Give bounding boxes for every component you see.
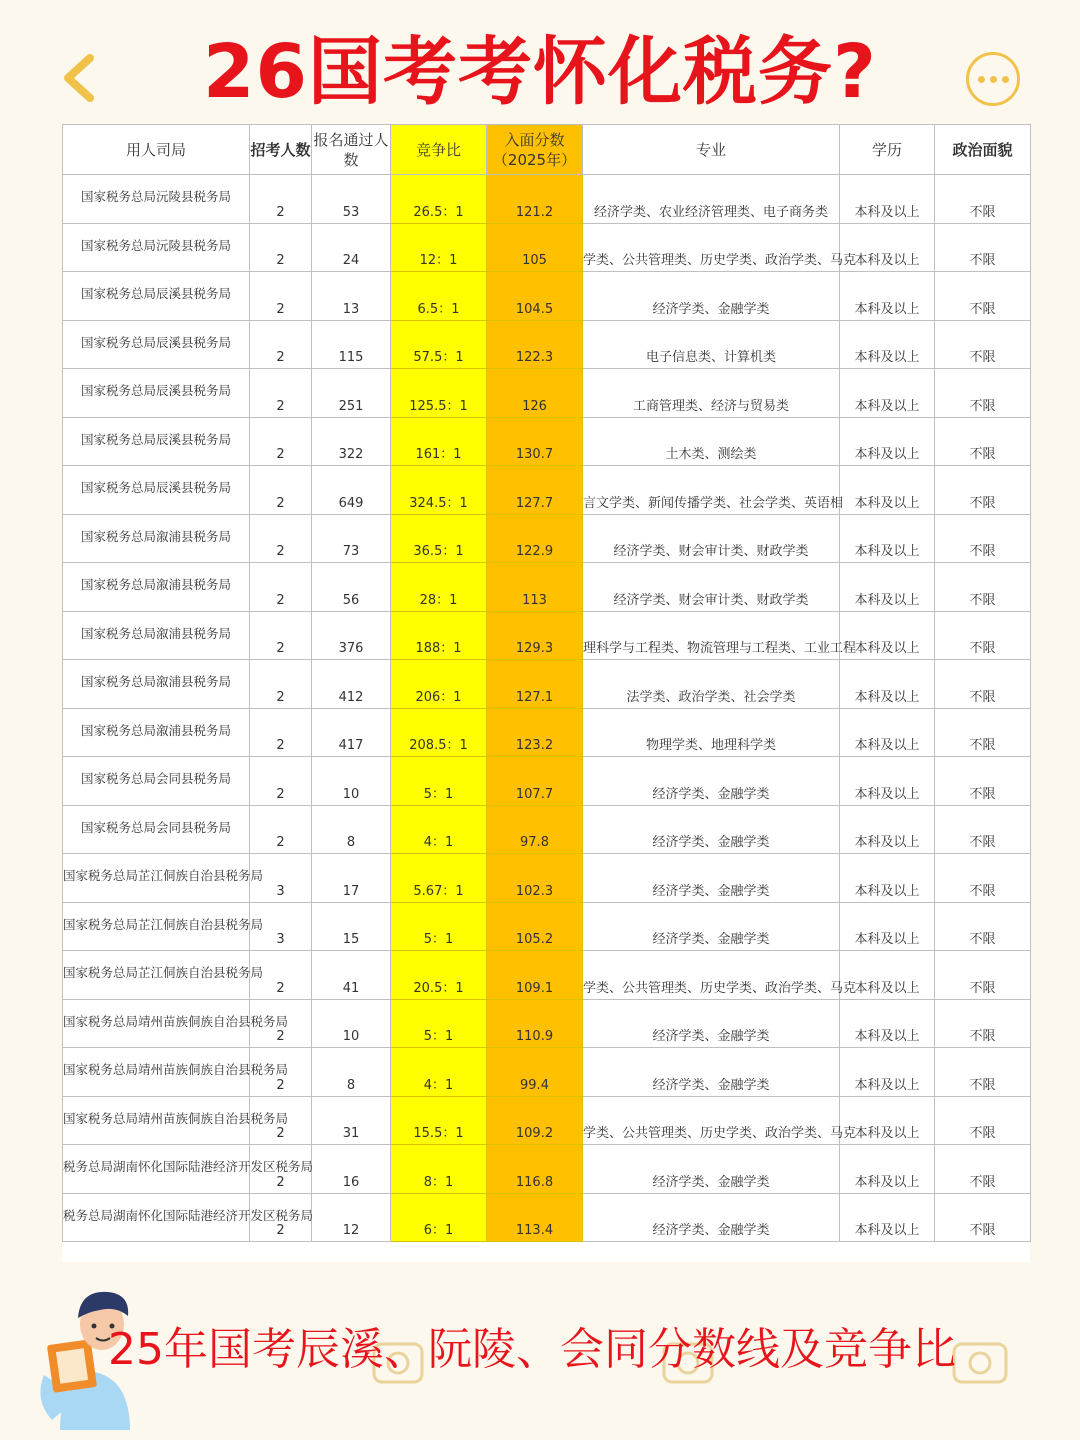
cell-score: 104.5 xyxy=(487,272,583,321)
cell-education: 本科及以上 xyxy=(840,757,935,806)
cell-education: 本科及以上 xyxy=(840,417,935,466)
cell-ratio: 26.5：1 xyxy=(391,175,487,224)
header-bureau: 用人司局 xyxy=(63,125,250,175)
cell-recruit: 2 xyxy=(250,223,312,272)
cell-ratio: 4：1 xyxy=(391,1048,487,1097)
cell-education: 本科及以上 xyxy=(840,951,935,1000)
cell-applicants: 115 xyxy=(312,320,391,369)
table-header-row xyxy=(63,125,1031,175)
cell-major: 经济学类、财会审计类、财政学类 xyxy=(583,563,840,612)
cell-applicants: 15 xyxy=(312,902,391,951)
cell-bureau: 国家税务总局溆浦县税务局 xyxy=(63,660,250,709)
cell-score: 110.9 xyxy=(487,999,583,1048)
cell-applicants: 53 xyxy=(312,175,391,224)
cell-education: 本科及以上 xyxy=(840,1145,935,1194)
cell-ratio: 188：1 xyxy=(391,611,487,660)
header-ratio: 竞争比 xyxy=(391,125,487,175)
cell-political: 不限 xyxy=(935,320,1031,369)
more-dots-icon xyxy=(978,76,985,83)
cell-score: 127.1 xyxy=(487,660,583,709)
cell-major: 经济学类、金融学类 xyxy=(583,902,840,951)
table-row xyxy=(63,902,1031,951)
cell-ratio: 206：1 xyxy=(391,660,487,709)
cell-major: 经济学类、农业经济管理类、电子商务类 xyxy=(583,175,840,224)
cell-education: 本科及以上 xyxy=(840,999,935,1048)
cell-score: 122.9 xyxy=(487,514,583,563)
cell-political: 不限 xyxy=(935,514,1031,563)
cell-score: 109.1 xyxy=(487,951,583,1000)
cell-score: 123.2 xyxy=(487,708,583,757)
cell-score: 97.8 xyxy=(487,805,583,854)
cell-applicants: 56 xyxy=(312,563,391,612)
table-row xyxy=(63,951,1031,1000)
cell-political: 不限 xyxy=(935,563,1031,612)
header-education: 学历 xyxy=(840,125,935,175)
cell-education: 本科及以上 xyxy=(840,223,935,272)
cell-recruit: 2 xyxy=(250,369,312,418)
cell-ratio: 57.5：1 xyxy=(391,320,487,369)
cell-recruit: 2 xyxy=(250,660,312,709)
table-row xyxy=(63,514,1031,563)
cell-bureau: 税务总局湖南怀化国际陆港经济开发区税务局 xyxy=(63,1145,250,1194)
cell-score: 102.3 xyxy=(487,854,583,903)
cell-education: 本科及以上 xyxy=(840,1048,935,1097)
cell-political: 不限 xyxy=(935,854,1031,903)
cell-recruit: 2 xyxy=(250,175,312,224)
cell-ratio: 4：1 xyxy=(391,805,487,854)
cell-political: 不限 xyxy=(935,466,1031,515)
cell-ratio: 208.5：1 xyxy=(391,708,487,757)
cell-recruit: 2 xyxy=(250,466,312,515)
cell-major: 经济学类、金融学类 xyxy=(583,1145,840,1194)
cell-applicants: 417 xyxy=(312,708,391,757)
cell-bureau: 国家税务总局会同县税务局 xyxy=(63,805,250,854)
header-recruit: 招考人数 xyxy=(250,125,312,175)
cell-recruit: 2 xyxy=(250,320,312,369)
cell-major: 电子信息类、计算机类 xyxy=(583,320,840,369)
cell-political: 不限 xyxy=(935,999,1031,1048)
cell-applicants: 12 xyxy=(312,1193,391,1242)
cell-bureau: 国家税务总局辰溪县税务局 xyxy=(63,369,250,418)
cell-political: 不限 xyxy=(935,1193,1031,1242)
cell-education: 本科及以上 xyxy=(840,660,935,709)
cell-ratio: 324.5：1 xyxy=(391,466,487,515)
table-body xyxy=(63,175,1031,1242)
cell-recruit: 2 xyxy=(250,1048,312,1097)
table-row xyxy=(63,320,1031,369)
back-button[interactable] xyxy=(54,50,104,106)
cell-ratio: 15.5：1 xyxy=(391,1096,487,1145)
table-row xyxy=(63,223,1031,272)
cell-bureau: 国家税务总局溆浦县税务局 xyxy=(63,611,250,660)
table-row xyxy=(63,999,1031,1048)
cell-education: 本科及以上 xyxy=(840,611,935,660)
chevron-left-icon xyxy=(54,50,104,106)
cell-recruit: 2 xyxy=(250,272,312,321)
cell-recruit: 3 xyxy=(250,902,312,951)
header-applicants: 报名通过人数 xyxy=(312,125,391,175)
cell-applicants: 41 xyxy=(312,951,391,1000)
table-row xyxy=(63,1096,1031,1145)
cell-bureau: 国家税务总局芷江侗族自治县税务局 xyxy=(63,902,250,951)
cell-applicants: 73 xyxy=(312,514,391,563)
cell-major: 言文学类、新闻传播学类、社会学类、英语相 xyxy=(583,466,840,515)
cell-applicants: 376 xyxy=(312,611,391,660)
cell-bureau: 国家税务总局靖州苗族侗族自治县税务局 xyxy=(63,1048,250,1097)
cell-applicants: 8 xyxy=(312,805,391,854)
cell-political: 不限 xyxy=(935,708,1031,757)
more-button[interactable] xyxy=(966,52,1020,106)
cell-education: 本科及以上 xyxy=(840,1193,935,1242)
cell-applicants: 10 xyxy=(312,757,391,806)
cell-recruit: 2 xyxy=(250,417,312,466)
table-row xyxy=(63,757,1031,806)
cell-major: 法学类、政治学类、社会学类 xyxy=(583,660,840,709)
cell-score: 105 xyxy=(487,223,583,272)
cell-applicants: 322 xyxy=(312,417,391,466)
cell-political: 不限 xyxy=(935,611,1031,660)
cell-major: 经济学类、金融学类 xyxy=(583,757,840,806)
footer-subtitle: 25年国考辰溪、阮陵、会同分数线及竞争比 xyxy=(108,1324,956,1375)
cell-major: 经济学类、金融学类 xyxy=(583,1048,840,1097)
table-row xyxy=(63,369,1031,418)
cell-education: 本科及以上 xyxy=(840,854,935,903)
cell-ratio: 20.5：1 xyxy=(391,951,487,1000)
footer xyxy=(0,1270,1080,1440)
header-score-line2: （2025年） xyxy=(492,150,577,169)
cell-major: 学类、公共管理类、历史学类、政治学类、马克 xyxy=(583,951,840,1000)
cell-education: 本科及以上 xyxy=(840,369,935,418)
cell-applicants: 251 xyxy=(312,369,391,418)
cell-bureau: 国家税务总局辰溪县税务局 xyxy=(63,272,250,321)
table-row xyxy=(63,417,1031,466)
cell-political: 不限 xyxy=(935,175,1031,224)
cell-recruit: 2 xyxy=(250,951,312,1000)
cell-major: 理科学与工程类、物流管理与工程类、工业工程 xyxy=(583,611,840,660)
cell-major: 工商管理类、经济与贸易类 xyxy=(583,369,840,418)
cell-applicants: 16 xyxy=(312,1145,391,1194)
header xyxy=(0,0,1080,122)
cell-recruit: 2 xyxy=(250,611,312,660)
cell-political: 不限 xyxy=(935,369,1031,418)
cell-education: 本科及以上 xyxy=(840,708,935,757)
cell-bureau: 国家税务总局靖州苗族侗族自治县税务局 xyxy=(63,999,250,1048)
cell-recruit: 2 xyxy=(250,757,312,806)
cell-applicants: 13 xyxy=(312,272,391,321)
cell-score: 122.3 xyxy=(487,320,583,369)
cell-political: 不限 xyxy=(935,757,1031,806)
table-row xyxy=(63,660,1031,709)
cell-bureau: 国家税务总局溆浦县税务局 xyxy=(63,514,250,563)
cell-applicants: 24 xyxy=(312,223,391,272)
data-table-container xyxy=(62,124,1030,1262)
cell-ratio: 5.67：1 xyxy=(391,854,487,903)
cell-ratio: 8：1 xyxy=(391,1145,487,1194)
cell-education: 本科及以上 xyxy=(840,1096,935,1145)
cell-education: 本科及以上 xyxy=(840,805,935,854)
cell-bureau: 国家税务总局辰溪县税务局 xyxy=(63,417,250,466)
cell-political: 不限 xyxy=(935,805,1031,854)
cell-ratio: 12：1 xyxy=(391,223,487,272)
cell-score: 121.2 xyxy=(487,175,583,224)
cell-score: 105.2 xyxy=(487,902,583,951)
cell-education: 本科及以上 xyxy=(840,514,935,563)
cell-score: 99.4 xyxy=(487,1048,583,1097)
table-row xyxy=(63,805,1031,854)
cell-education: 本科及以上 xyxy=(840,320,935,369)
cell-recruit: 3 xyxy=(250,854,312,903)
cell-education: 本科及以上 xyxy=(840,175,935,224)
cell-political: 不限 xyxy=(935,417,1031,466)
table-row xyxy=(63,611,1031,660)
cell-major: 学类、公共管理类、历史学类、政治学类、马克 xyxy=(583,223,840,272)
cell-bureau: 税务总局湖南怀化国际陆港经济开发区税务局 xyxy=(63,1193,250,1242)
cell-score: 129.3 xyxy=(487,611,583,660)
table-row xyxy=(63,272,1031,321)
cell-recruit: 2 xyxy=(250,563,312,612)
table-row xyxy=(63,708,1031,757)
cell-bureau: 国家税务总局会同县税务局 xyxy=(63,757,250,806)
cell-recruit: 2 xyxy=(250,514,312,563)
table-row xyxy=(63,1193,1031,1242)
cell-bureau: 国家税务总局辰溪县税务局 xyxy=(63,320,250,369)
table-row xyxy=(63,466,1031,515)
table-row xyxy=(63,563,1031,612)
header-major: 专业 xyxy=(583,125,840,175)
cell-education: 本科及以上 xyxy=(840,902,935,951)
cell-political: 不限 xyxy=(935,1145,1031,1194)
cell-score: 113 xyxy=(487,563,583,612)
score-table xyxy=(62,124,1031,1242)
more-dots-icon xyxy=(1002,76,1009,83)
table-row xyxy=(63,175,1031,224)
header-score xyxy=(487,125,583,175)
cell-score: 107.7 xyxy=(487,757,583,806)
table-row xyxy=(63,1145,1031,1194)
cell-score: 126 xyxy=(487,369,583,418)
cell-ratio: 161：1 xyxy=(391,417,487,466)
cell-recruit: 2 xyxy=(250,805,312,854)
cell-major: 经济学类、金融学类 xyxy=(583,999,840,1048)
cell-major: 物理学类、地理科学类 xyxy=(583,708,840,757)
cell-score: 127.7 xyxy=(487,466,583,515)
cell-education: 本科及以上 xyxy=(840,563,935,612)
cell-political: 不限 xyxy=(935,902,1031,951)
cell-bureau: 国家税务总局溆浦县税务局 xyxy=(63,708,250,757)
cell-applicants: 31 xyxy=(312,1096,391,1145)
cell-recruit: 2 xyxy=(250,1096,312,1145)
cell-ratio: 5：1 xyxy=(391,999,487,1048)
cell-bureau: 国家税务总局辰溪县税务局 xyxy=(63,466,250,515)
cell-ratio: 5：1 xyxy=(391,757,487,806)
cell-major: 经济学类、金融学类 xyxy=(583,272,840,321)
cell-bureau: 国家税务总局溆浦县税务局 xyxy=(63,563,250,612)
table-row xyxy=(63,1048,1031,1097)
cell-applicants: 412 xyxy=(312,660,391,709)
cell-bureau: 国家税务总局靖州苗族侗族自治县税务局 xyxy=(63,1096,250,1145)
cell-applicants: 649 xyxy=(312,466,391,515)
cell-bureau: 国家税务总局沅陵县税务局 xyxy=(63,223,250,272)
cell-score: 116.8 xyxy=(487,1145,583,1194)
header-score-line1: 入面分数 xyxy=(504,130,565,149)
cell-education: 本科及以上 xyxy=(840,272,935,321)
cell-major: 经济学类、金融学类 xyxy=(583,805,840,854)
table-row xyxy=(63,854,1031,903)
cell-major: 经济学类、财会审计类、财政学类 xyxy=(583,514,840,563)
cell-recruit: 2 xyxy=(250,708,312,757)
cell-ratio: 36.5：1 xyxy=(391,514,487,563)
cell-political: 不限 xyxy=(935,1048,1031,1097)
cell-recruit: 2 xyxy=(250,1145,312,1194)
cell-political: 不限 xyxy=(935,660,1031,709)
cell-bureau: 国家税务总局沅陵县税务局 xyxy=(63,175,250,224)
cell-recruit: 2 xyxy=(250,1193,312,1242)
cell-ratio: 5：1 xyxy=(391,902,487,951)
more-dots-icon xyxy=(990,76,997,83)
cell-ratio: 125.5：1 xyxy=(391,369,487,418)
cell-ratio: 6：1 xyxy=(391,1193,487,1242)
page-title: 26国考考怀化税务? xyxy=(203,29,877,115)
cell-score: 130.7 xyxy=(487,417,583,466)
cell-political: 不限 xyxy=(935,1096,1031,1145)
cell-education: 本科及以上 xyxy=(840,466,935,515)
cell-major: 学类、公共管理类、历史学类、政治学类、马克 xyxy=(583,1096,840,1145)
cell-score: 113.4 xyxy=(487,1193,583,1242)
cell-applicants: 10 xyxy=(312,999,391,1048)
cell-ratio: 6.5：1 xyxy=(391,272,487,321)
cell-major: 经济学类、金融学类 xyxy=(583,1193,840,1242)
cell-applicants: 17 xyxy=(312,854,391,903)
header-political: 政治面貌 xyxy=(935,125,1031,175)
cell-score: 109.2 xyxy=(487,1096,583,1145)
cell-major: 土木类、测绘类 xyxy=(583,417,840,466)
cell-recruit: 2 xyxy=(250,999,312,1048)
cell-bureau: 国家税务总局芷江侗族自治县税务局 xyxy=(63,951,250,1000)
cell-ratio: 28：1 xyxy=(391,563,487,612)
cell-applicants: 8 xyxy=(312,1048,391,1097)
cell-political: 不限 xyxy=(935,223,1031,272)
cell-bureau: 国家税务总局芷江侗族自治县税务局 xyxy=(63,854,250,903)
cell-political: 不限 xyxy=(935,951,1031,1000)
cell-major: 经济学类、金融学类 xyxy=(583,854,840,903)
cell-political: 不限 xyxy=(935,272,1031,321)
